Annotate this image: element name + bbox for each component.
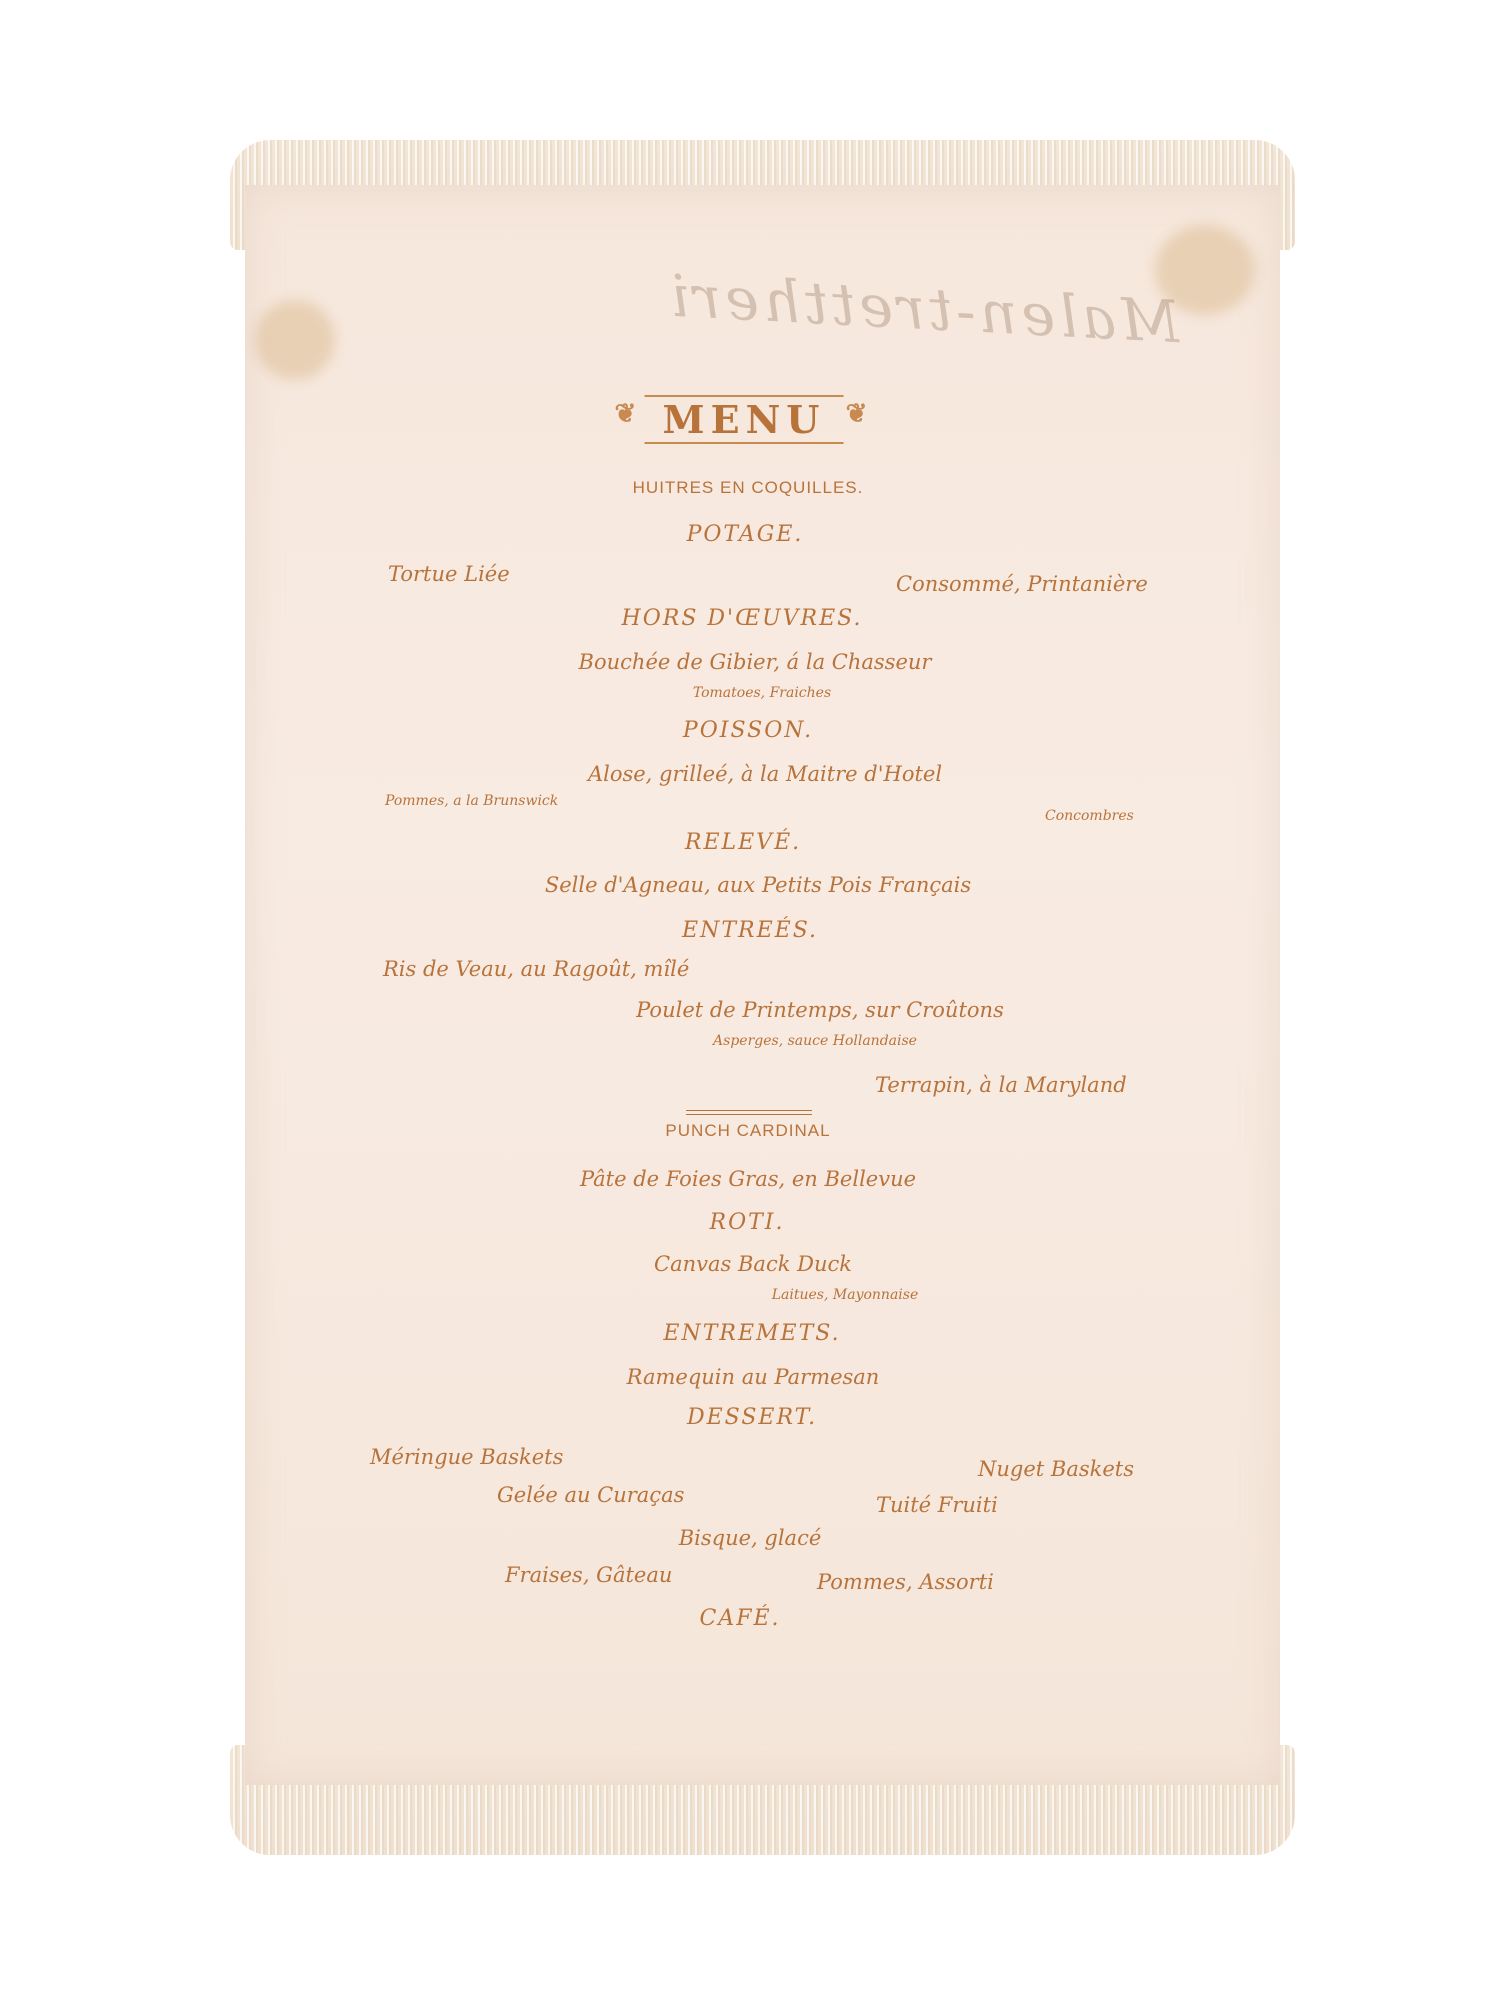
heading-potage: POTAGE.: [686, 522, 804, 547]
dish-meringue: Méringue Baskets: [370, 1445, 564, 1469]
course-punch: PUNCH CARDINAL: [665, 1121, 831, 1140]
dish-pommes-brunswick: Pommes, a la Brunswick: [385, 793, 559, 809]
dish-tortue: Tortue Liée: [388, 562, 510, 586]
dish-pommes-assorti: Pommes, Assorti: [817, 1570, 994, 1594]
dish-consomme: Consommé, Printanière: [896, 572, 1148, 596]
stain-left: [255, 300, 335, 380]
dish-fraises: Fraises, Gâteau: [505, 1563, 673, 1587]
dish-tuite: Tuité Fruiti: [876, 1493, 998, 1517]
dish-ramequin: Ramequin au Parmesan: [626, 1365, 880, 1389]
dish-tomatoes: Tomatoes, Fraiches: [692, 685, 832, 701]
dish-asperges: Asperges, sauce Hollandaise: [713, 1033, 917, 1049]
heading-poisson: POISSON.: [682, 718, 814, 743]
punch-divider: [686, 1110, 812, 1115]
course-oysters: HUITRES EN COQUILLES.: [632, 478, 864, 497]
heading-entrees: ENTREÉS.: [682, 918, 818, 943]
dish-bisque: Bisque, glacé: [678, 1526, 822, 1550]
dish-laitues: Laitues, Mayonnaise: [771, 1287, 919, 1303]
dish-terrapin: Terrapin, à la Maryland: [875, 1073, 1127, 1097]
dish-poulet: Poulet de Printemps, sur Croûtons: [636, 998, 1004, 1022]
menu-title: ❦ MENU ❦: [645, 395, 844, 444]
heading-roti: ROTI.: [709, 1210, 785, 1235]
dish-alose: Alose, grilleé, à la Maitre d'Hotel: [587, 762, 943, 786]
dish-bouchee: Bouchée de Gibier, á la Chasseur: [578, 650, 932, 674]
heading-hors-doeuvres: HORS D'ŒUVRES.: [621, 606, 863, 631]
dish-pate: Pâte de Foies Gras, en Bellevue: [579, 1167, 917, 1191]
dish-selle: Selle d'Agneau, aux Petits Pois Français: [544, 873, 972, 897]
dish-ris-de-veau: Ris de Veau, au Ragoût, mîlé: [383, 957, 690, 981]
heading-entremets: ENTREMETS.: [663, 1321, 841, 1346]
dish-concombres: Concombres: [1045, 808, 1134, 824]
dish-duck: Canvas Back Duck: [654, 1252, 852, 1276]
heading-releve: RELEVÉ.: [684, 830, 802, 855]
dish-gelee: Gelée au Curaças: [497, 1483, 685, 1507]
heading-cafe: CAFÉ.: [699, 1606, 781, 1631]
ghost-signature: Malen-trettheri: [665, 261, 1182, 357]
dish-nuget: Nuget Baskets: [978, 1457, 1134, 1481]
heading-dessert: DESSERT.: [686, 1405, 818, 1430]
